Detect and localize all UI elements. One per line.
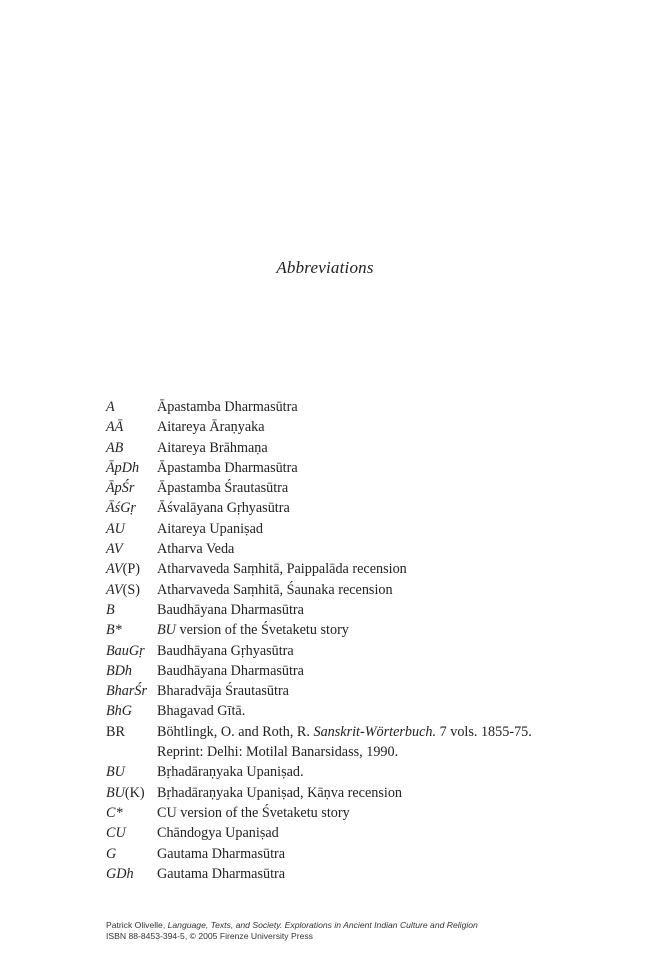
abbreviation: AB — [106, 439, 124, 456]
definition: Aitareya Brāhmaṇa — [157, 439, 268, 456]
list-item — [106, 519, 566, 539]
list-item — [106, 539, 566, 559]
abbreviation: AV(P) — [106, 561, 140, 578]
abbreviation: BU(K) — [106, 784, 145, 801]
list-item — [106, 803, 566, 823]
definition: Gautama Dharmasūtra — [157, 845, 286, 862]
list-item — [106, 559, 566, 579]
definition: CU version of the Śvetaketu story — [157, 804, 350, 821]
isbn-line: ISBN 88-8453-394-5, © 2005 Firenze University Press — [106, 931, 313, 941]
list-item — [106, 417, 566, 437]
definition: Bhagavad Gītā. — [157, 703, 246, 720]
definition: Aitareya Āraṇyaka — [157, 419, 265, 436]
list-item — [106, 641, 566, 661]
abbreviation: ĀpŚr — [106, 480, 135, 497]
list-item — [106, 844, 566, 864]
list-item — [106, 620, 566, 640]
abbreviation: ĀśGṛ — [106, 500, 136, 517]
definition: Atharvaveda Saṃhitā, Paippalāda recension — [157, 561, 407, 578]
definition: Āpastamba Dharmasūtra — [157, 399, 298, 415]
list-item — [106, 478, 566, 498]
list-item — [106, 600, 566, 620]
abbreviation: G — [106, 845, 117, 862]
list-item — [106, 438, 566, 458]
definition: Baudhāyana Dharmasūtra — [157, 662, 304, 679]
list-item — [106, 823, 566, 843]
definition: Bharadvāja Śrautasūtra — [157, 683, 289, 700]
abbreviation: BauGṛ — [106, 642, 145, 659]
abbreviation: BDh — [106, 662, 133, 679]
list-item — [106, 661, 566, 681]
abbreviation: AU — [106, 520, 125, 537]
definition: Āśvalāyana Gṛhyasūtra — [157, 500, 290, 517]
list-item — [106, 783, 566, 803]
list-item — [106, 762, 566, 782]
abbreviation: B* — [106, 622, 122, 639]
definition: Bṛhadāraṇyaka Upaniṣad. — [157, 764, 304, 781]
list-item — [106, 498, 566, 518]
abbreviation: AV(S) — [106, 581, 140, 598]
abbreviation: C* — [106, 804, 123, 821]
abbreviation: AĀ — [106, 419, 124, 436]
abbreviation: ĀpDh — [106, 459, 140, 476]
definition: Aitareya Upaniṣad — [157, 520, 263, 537]
abbreviation: AV — [106, 541, 123, 558]
abbreviation: GDh — [106, 865, 134, 882]
list-item — [106, 722, 566, 763]
list-item — [106, 397, 566, 417]
abbreviation: BR — [106, 723, 125, 740]
definition: Āpastamba Śrautasūtra — [157, 480, 289, 497]
definition: Baudhāyana Gṛhyasūtra — [157, 642, 294, 659]
list-item — [106, 458, 566, 478]
abbreviation: B — [106, 601, 115, 618]
abbreviation: BU — [106, 764, 125, 781]
abbreviation: BharŚr — [106, 683, 147, 700]
definition: Baudhāyana Dharmasūtra — [157, 601, 304, 618]
abbreviation: BhG — [106, 703, 133, 720]
definition: Böhtlingk, O. and Roth, R. Sanskrit-Wörterbuch. 7 vols. 1855-75. Reprint: Delhi: Motilal Banarsidass, 1990. — [157, 723, 532, 761]
page-footer — [106, 920, 626, 942]
page-title: Abbreviations — [276, 258, 374, 277]
definition: Bṛhadāraṇyaka Upaniṣad, Kāṇva recension — [157, 784, 403, 801]
definition: Atharvaveda Saṃhitā, Śaunaka recension — [157, 581, 393, 598]
definition: BU version of the Śvetaketu story — [157, 622, 349, 639]
abbreviation-list — [106, 397, 566, 884]
list-item — [106, 864, 566, 884]
abbreviation: CU — [106, 825, 126, 842]
list-item — [106, 681, 566, 701]
list-item — [106, 580, 566, 600]
definition: Chāndogya Upaniṣad — [157, 825, 279, 842]
definition: Āpastamba Dharmasūtra — [157, 459, 298, 476]
abbreviation: A — [106, 399, 115, 415]
list-item — [106, 701, 566, 721]
definition: Gautama Dharmasūtra — [157, 865, 286, 882]
citation-line: Patrick Olivelle, Language, Texts, and Society. Explorations in Ancient Indian Culture and Religion — [106, 920, 478, 930]
definition: Atharva Veda — [157, 541, 235, 558]
